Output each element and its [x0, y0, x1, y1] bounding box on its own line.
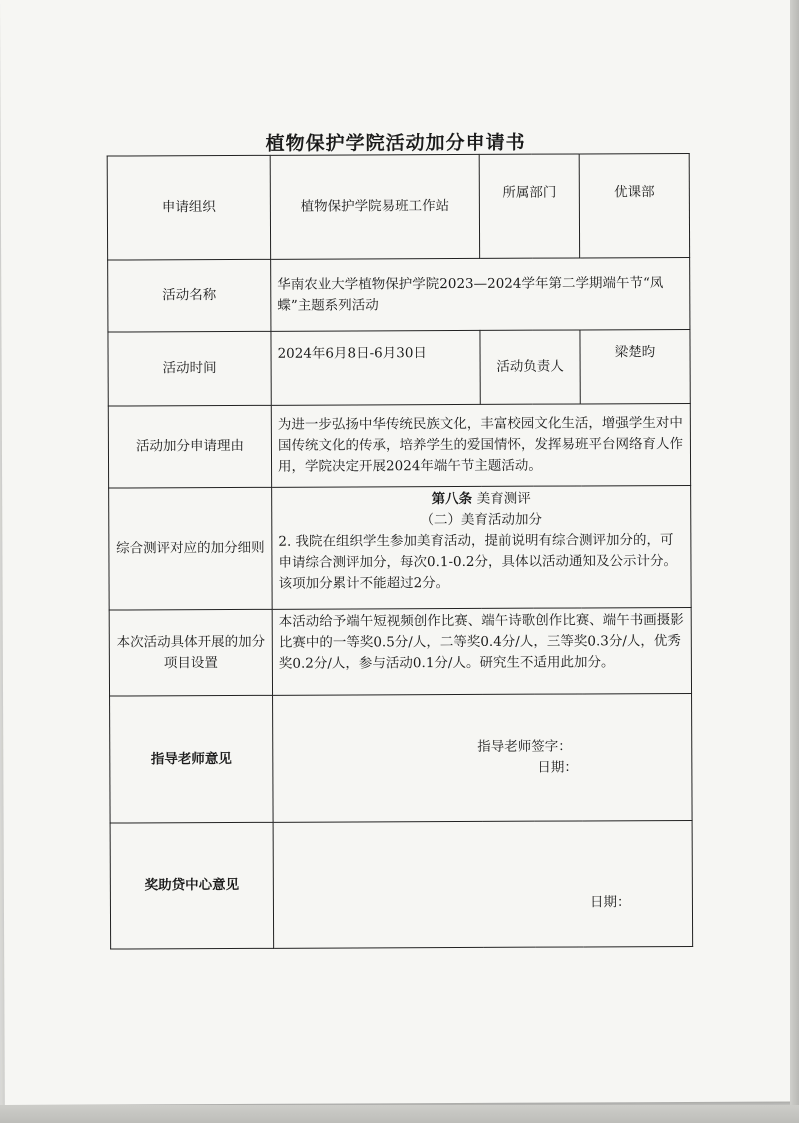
center-opinion-label: 奖助贷中心意见	[110, 822, 274, 949]
rules-content	[272, 485, 692, 609]
row-applicant	[107, 153, 689, 260]
teacher-opinion-content	[273, 693, 693, 822]
department-value: 优课部	[579, 153, 689, 257]
page-title: 植物保护学院活动加分申请书	[265, 131, 526, 155]
stacked-pages-bottom-edge	[0, 1105, 799, 1123]
row-activity-name	[108, 257, 690, 332]
activity-time-label: 活动时间	[108, 331, 271, 406]
activity-name-label: 活动名称	[108, 259, 271, 332]
row-rules	[109, 485, 692, 610]
person-in-charge-value: 梁楚昀	[580, 329, 690, 403]
center-date-label: 日期：	[589, 894, 631, 911]
row-teacher-opinion	[110, 693, 693, 823]
activity-name-value: 华南农业大学植物保护学院2023—2024学年第二学期端午节“凤蝶”主题系列活动	[271, 257, 690, 331]
person-in-charge-label: 活动负责人	[480, 330, 580, 404]
activity-time-value: 2024年6月8日-6月30日	[271, 330, 480, 405]
applicant-value: 植物保护学院易班工作站	[270, 154, 479, 259]
rules-article-heading	[278, 488, 684, 511]
rules-label: 综合测评对应的加分细则	[109, 487, 273, 610]
rules-article-number: 第八条	[431, 490, 473, 508]
row-center-opinion	[110, 820, 693, 949]
teacher-opinion-label: 指导老师意见	[110, 695, 274, 823]
items-label: 本次活动具体开展的加分项目设置	[109, 609, 272, 696]
rules-article-name: 美育测评	[476, 490, 531, 507]
items-value: 本活动给予端午短视频创作比赛、端午诗歌创作比赛、端午书画摄影比赛中的一等奖0.5分/人，二等奖0.4分/人，三等奖0.3分/人，优秀奖0.2分/人，参与活动0.1分/人。研究生不适用此加分。	[272, 607, 691, 695]
row-items	[109, 607, 691, 696]
reason-label: 活动加分申请理由	[108, 405, 271, 488]
applicant-label: 申请组织	[107, 155, 270, 260]
application-form-table	[107, 153, 693, 950]
teacher-date-label: 日期：	[537, 759, 578, 776]
center-opinion-content	[273, 820, 693, 948]
teacher-sign-label: 指导老师签字：	[477, 738, 572, 756]
stacked-pages-right-edge	[790, 0, 799, 1123]
rules-text: 2. 我院在组织学生参加美育活动，提前说明有综合测评加分的，可申请综合测评加分，每次0.1-0.2分，具体以活动通知及公示计分。该项加分累计不能超过2分。	[278, 531, 677, 592]
row-activity-time	[108, 329, 690, 406]
department-label: 所属部门	[479, 154, 579, 258]
reason-value: 为进一步弘扬中华传统民族文化，丰富校园文化生活，增强学生对中国传统文化的传承，培养学生的爱国情怀，发挥易班平台网络育人作用，学院决定开展2024年端午节主题活动。	[271, 403, 690, 487]
rules-section-heading: （二）美育活动加分	[420, 511, 543, 529]
row-reason	[108, 403, 690, 488]
